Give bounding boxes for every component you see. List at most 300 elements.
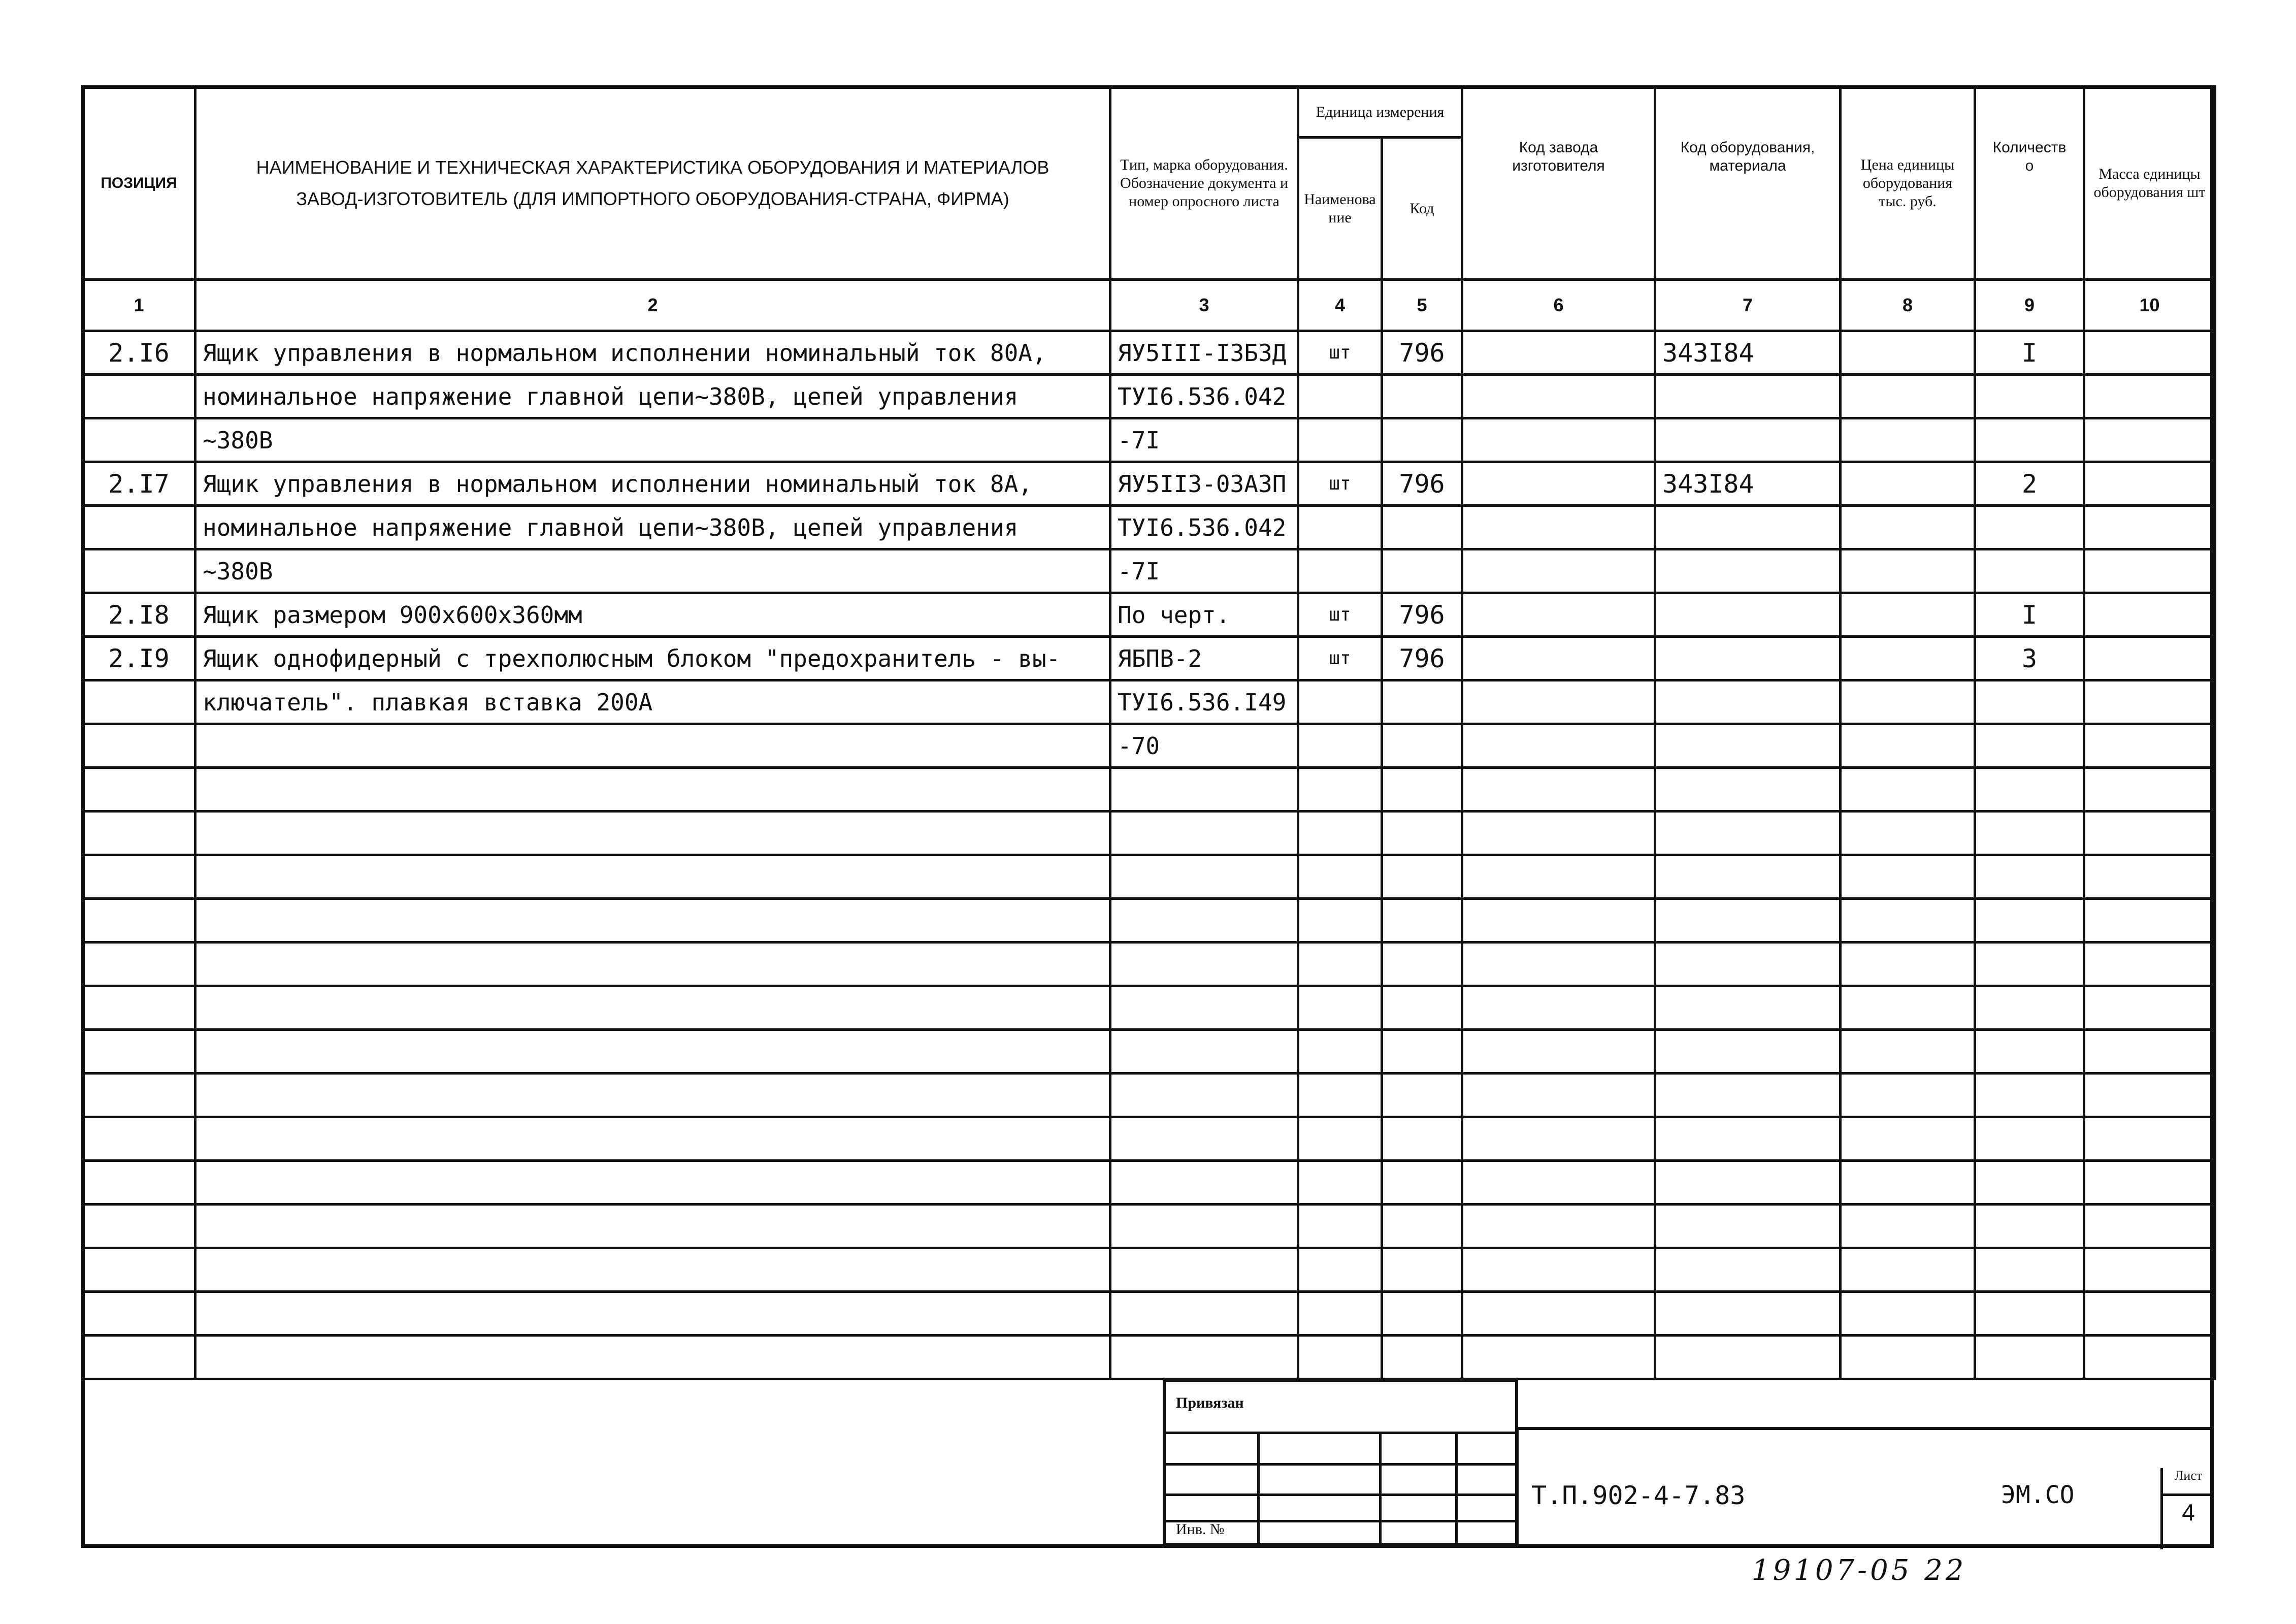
type-cell: -7I bbox=[1110, 549, 1298, 593]
empty-cell bbox=[1298, 768, 1382, 811]
unit-code-cell: 796 bbox=[1382, 637, 1462, 680]
plant-code-cell bbox=[1462, 462, 1655, 506]
empty-cell bbox=[83, 1205, 195, 1248]
empty-cell bbox=[1975, 1117, 2084, 1161]
unit-name-cell bbox=[1298, 549, 1382, 593]
unit-code-cell bbox=[1382, 724, 1462, 768]
empty-cell bbox=[2084, 1248, 2215, 1292]
header-unit-price: Цена единицы оборудования тыс. руб. bbox=[1841, 87, 1975, 280]
empty-cell bbox=[83, 1117, 195, 1161]
empty-cell bbox=[1841, 943, 1975, 986]
table-row bbox=[83, 637, 2215, 680]
handwritten-note: 19107-05 22 bbox=[1752, 1554, 1967, 1587]
equipment-code-cell: 343I84 bbox=[1655, 331, 1841, 375]
empty-cell bbox=[1655, 1248, 1841, 1292]
price-cell bbox=[1841, 680, 1975, 724]
equipment-code-cell bbox=[1655, 637, 1841, 680]
empty-cell bbox=[1975, 1074, 2084, 1117]
price-cell bbox=[1841, 637, 1975, 680]
table-row bbox=[83, 549, 2215, 593]
price-cell bbox=[1841, 506, 1975, 549]
name-cell: Ящик управления в нормальном исполнении номинальный ток 8А, bbox=[195, 462, 1110, 506]
price-cell bbox=[1841, 549, 1975, 593]
mass-cell bbox=[2084, 724, 2215, 768]
unit-name-cell: шт bbox=[1298, 462, 1382, 506]
empty-cell bbox=[1382, 811, 1462, 855]
plant-code-cell bbox=[1462, 724, 1655, 768]
empty-cell bbox=[1841, 1292, 1975, 1336]
name-cell: номинальное напряжение главной цепи~380В, цепей управления bbox=[195, 375, 1110, 418]
empty-cell bbox=[1975, 1161, 2084, 1205]
empty-cell bbox=[1382, 1248, 1462, 1292]
price-cell bbox=[1841, 418, 1975, 462]
empty-cell bbox=[2084, 855, 2215, 899]
empty-cell bbox=[1462, 1074, 1655, 1117]
empty-cell bbox=[195, 1117, 1110, 1161]
empty-table-row bbox=[83, 1336, 2215, 1379]
type-cell: ЯУ5III-I3БЗД bbox=[1110, 331, 1298, 375]
empty-cell bbox=[2084, 1336, 2215, 1379]
position-cell bbox=[83, 680, 195, 724]
empty-cell bbox=[83, 855, 195, 899]
type-cell: ЯУ5II3-03А3П bbox=[1110, 462, 1298, 506]
header-unit-name: Наименование bbox=[1298, 138, 1382, 280]
name-cell: ~380В bbox=[195, 549, 1110, 593]
empty-cell bbox=[83, 899, 195, 943]
empty-cell bbox=[83, 811, 195, 855]
empty-cell bbox=[83, 1292, 195, 1336]
empty-cell bbox=[83, 943, 195, 986]
empty-cell bbox=[1841, 768, 1975, 811]
empty-cell bbox=[1975, 1030, 2084, 1074]
unit-code-cell bbox=[1382, 680, 1462, 724]
equipment-code-cell bbox=[1655, 418, 1841, 462]
empty-table-row bbox=[83, 1205, 2215, 1248]
unit-name-cell bbox=[1298, 506, 1382, 549]
position-cell: 2.I7 bbox=[83, 462, 195, 506]
empty-cell bbox=[1841, 1074, 1975, 1117]
quantity-cell bbox=[1975, 680, 2084, 724]
sheet-number: 4 bbox=[2182, 1499, 2195, 1525]
empty-cell bbox=[1298, 855, 1382, 899]
column-number: 8 bbox=[1841, 280, 1975, 331]
name-cell: ~380В bbox=[195, 418, 1110, 462]
empty-table-row bbox=[83, 1248, 2215, 1292]
unit-code-cell: 796 bbox=[1382, 331, 1462, 375]
empty-cell bbox=[83, 1030, 195, 1074]
header-equipment-code: Код оборудования, материала bbox=[1655, 87, 1841, 280]
empty-cell bbox=[1298, 943, 1382, 986]
empty-cell bbox=[1462, 943, 1655, 986]
header-quantity: Количество bbox=[1975, 87, 2084, 280]
column-number: 3 bbox=[1110, 280, 1298, 331]
empty-cell bbox=[1382, 943, 1462, 986]
empty-cell bbox=[1841, 1161, 1975, 1205]
title-block bbox=[1516, 1427, 2214, 1546]
empty-cell bbox=[1110, 1161, 1298, 1205]
empty-cell bbox=[1382, 986, 1462, 1030]
empty-cell bbox=[1655, 943, 1841, 986]
empty-cell bbox=[1655, 1117, 1841, 1161]
header-name bbox=[195, 87, 1110, 280]
equipment-code-cell bbox=[1655, 506, 1841, 549]
empty-cell bbox=[1462, 986, 1655, 1030]
equipment-code-cell: 343I84 bbox=[1655, 462, 1841, 506]
type-cell: -70 bbox=[1110, 724, 1298, 768]
mass-cell bbox=[2084, 506, 2215, 549]
empty-cell bbox=[1110, 855, 1298, 899]
column-number: 5 bbox=[1382, 280, 1462, 331]
column-number: 1 bbox=[83, 280, 195, 331]
plant-code-cell bbox=[1462, 375, 1655, 418]
empty-cell bbox=[1462, 1161, 1655, 1205]
name-cell: Ящик управления в нормальном исполнении номинальный ток 80А, bbox=[195, 331, 1110, 375]
empty-cell bbox=[1462, 855, 1655, 899]
empty-cell bbox=[1841, 1248, 1975, 1292]
empty-cell bbox=[1298, 1248, 1382, 1292]
empty-cell bbox=[1110, 1030, 1298, 1074]
mass-cell bbox=[2084, 680, 2215, 724]
empty-cell bbox=[1382, 768, 1462, 811]
empty-cell bbox=[1382, 1336, 1462, 1379]
name-cell: ключатель". плавкая вставка 200А bbox=[195, 680, 1110, 724]
header-name-line1: НАИМЕНОВАНИЕ И ТЕХНИЧЕСКАЯ ХАРАКТЕРИСТИКА ОБОРУДОВАНИЯ И МАТЕРИАЛОВ bbox=[256, 156, 1049, 178]
empty-cell bbox=[1110, 1074, 1298, 1117]
position-cell bbox=[83, 724, 195, 768]
stamp-bound-block bbox=[1163, 1379, 1518, 1546]
price-cell bbox=[1841, 375, 1975, 418]
empty-cell bbox=[1298, 811, 1382, 855]
table-row bbox=[83, 418, 2215, 462]
empty-cell bbox=[195, 943, 1110, 986]
empty-cell bbox=[1462, 1030, 1655, 1074]
equipment-code-cell bbox=[1655, 593, 1841, 637]
empty-cell bbox=[1841, 899, 1975, 943]
empty-cell bbox=[1462, 768, 1655, 811]
table-row bbox=[83, 331, 2215, 375]
type-cell: ТУI6.536.042 bbox=[1110, 375, 1298, 418]
position-cell bbox=[83, 549, 195, 593]
position-cell: 2.I8 bbox=[83, 593, 195, 637]
empty-cell bbox=[1841, 811, 1975, 855]
empty-cell bbox=[1462, 1336, 1655, 1379]
empty-cell bbox=[2084, 1205, 2215, 1248]
plant-code-cell bbox=[1462, 506, 1655, 549]
empty-cell bbox=[1841, 1205, 1975, 1248]
stamp-bound-label: Привязан bbox=[1176, 1394, 1244, 1411]
quantity-cell bbox=[1975, 375, 2084, 418]
position-cell bbox=[83, 418, 195, 462]
empty-cell bbox=[1110, 899, 1298, 943]
empty-cell bbox=[1462, 899, 1655, 943]
empty-cell bbox=[1382, 1292, 1462, 1336]
empty-table-row bbox=[83, 899, 2215, 943]
mass-cell bbox=[2084, 549, 2215, 593]
empty-table-row bbox=[83, 855, 2215, 899]
price-cell bbox=[1841, 462, 1975, 506]
empty-table-row bbox=[83, 768, 2215, 811]
plant-code-cell bbox=[1462, 637, 1655, 680]
column-number: 10 bbox=[2084, 280, 2215, 331]
empty-cell bbox=[1298, 1074, 1382, 1117]
empty-cell bbox=[83, 986, 195, 1030]
quantity-cell bbox=[1975, 724, 2084, 768]
empty-cell bbox=[195, 768, 1110, 811]
empty-cell bbox=[1110, 1336, 1298, 1379]
quantity-cell: 2 bbox=[1975, 462, 2084, 506]
table-row bbox=[83, 593, 2215, 637]
empty-cell bbox=[1841, 855, 1975, 899]
unit-code-cell: 796 bbox=[1382, 462, 1462, 506]
specification-table bbox=[81, 85, 2216, 1380]
empty-table-row bbox=[83, 986, 2215, 1030]
empty-cell bbox=[195, 1161, 1110, 1205]
price-cell bbox=[1841, 331, 1975, 375]
empty-cell bbox=[83, 1336, 195, 1379]
empty-cell bbox=[1975, 1205, 2084, 1248]
empty-cell bbox=[83, 1248, 195, 1292]
empty-cell bbox=[1110, 811, 1298, 855]
empty-table-row bbox=[83, 1030, 2215, 1074]
price-cell bbox=[1841, 724, 1975, 768]
empty-cell bbox=[1298, 1336, 1382, 1379]
empty-cell bbox=[1298, 1117, 1382, 1161]
empty-cell bbox=[83, 1161, 195, 1205]
mass-cell bbox=[2084, 375, 2215, 418]
empty-cell bbox=[1841, 1336, 1975, 1379]
plant-code-cell bbox=[1462, 331, 1655, 375]
empty-cell bbox=[1110, 1117, 1298, 1161]
empty-cell bbox=[1382, 1205, 1462, 1248]
empty-cell bbox=[1382, 1161, 1462, 1205]
empty-cell bbox=[1655, 1336, 1841, 1379]
sheet-mark: ЭМ.СО bbox=[2001, 1481, 2075, 1509]
empty-cell bbox=[1841, 986, 1975, 1030]
sheet-number-box bbox=[2160, 1468, 2214, 1549]
column-number-row bbox=[83, 280, 2215, 331]
empty-cell bbox=[1975, 1292, 2084, 1336]
empty-cell bbox=[1655, 986, 1841, 1030]
unit-name-cell: шт bbox=[1298, 637, 1382, 680]
empty-cell bbox=[1462, 811, 1655, 855]
empty-cell bbox=[1975, 811, 2084, 855]
header-unit-group: Единица измерения bbox=[1298, 87, 1462, 138]
unit-code-cell: 796 bbox=[1382, 593, 1462, 637]
unit-name-cell: шт bbox=[1298, 331, 1382, 375]
data-rows bbox=[83, 331, 2215, 1379]
column-number: 4 bbox=[1298, 280, 1382, 331]
table-row bbox=[83, 680, 2215, 724]
type-cell: По черт. bbox=[1110, 593, 1298, 637]
table-row bbox=[83, 506, 2215, 549]
unit-name-cell bbox=[1298, 418, 1382, 462]
position-cell bbox=[83, 506, 195, 549]
unit-name-cell bbox=[1298, 680, 1382, 724]
header-type: Тип, марка оборудования. Обозначение документа и номер опросного листа bbox=[1110, 87, 1298, 280]
quantity-cell: I bbox=[1975, 331, 2084, 375]
unit-code-cell bbox=[1382, 549, 1462, 593]
empty-cell bbox=[2084, 899, 2215, 943]
position-cell: 2.I9 bbox=[83, 637, 195, 680]
empty-cell bbox=[1462, 1205, 1655, 1248]
empty-cell bbox=[2084, 768, 2215, 811]
stamp-inventory-label: Инв. № bbox=[1176, 1521, 1225, 1538]
mass-cell bbox=[2084, 593, 2215, 637]
empty-cell bbox=[1382, 855, 1462, 899]
empty-cell bbox=[1655, 855, 1841, 899]
name-cell bbox=[195, 724, 1110, 768]
empty-cell bbox=[1975, 899, 2084, 943]
plant-code-cell bbox=[1462, 418, 1655, 462]
unit-name-cell bbox=[1298, 724, 1382, 768]
name-cell: Ящик однофидерный с трехполюсным блоком "предохранитель - вы- bbox=[195, 637, 1110, 680]
empty-cell bbox=[1655, 1205, 1841, 1248]
empty-cell bbox=[2084, 1117, 2215, 1161]
unit-code-cell bbox=[1382, 375, 1462, 418]
empty-cell bbox=[1382, 1074, 1462, 1117]
empty-cell bbox=[195, 986, 1110, 1030]
document-code: Т.П.902-4-7.83 bbox=[1531, 1481, 1746, 1510]
empty-cell bbox=[1110, 1248, 1298, 1292]
name-cell: Ящик размером 900х600х360мм bbox=[195, 593, 1110, 637]
empty-cell bbox=[195, 855, 1110, 899]
column-number: 7 bbox=[1655, 280, 1841, 331]
name-cell: номинальное напряжение главной цепи~380В, цепей управления bbox=[195, 506, 1110, 549]
empty-table-row bbox=[83, 1074, 2215, 1117]
empty-cell bbox=[1975, 943, 2084, 986]
mass-cell bbox=[2084, 418, 2215, 462]
empty-table-row bbox=[83, 1292, 2215, 1336]
price-cell bbox=[1841, 593, 1975, 637]
empty-cell bbox=[2084, 1074, 2215, 1117]
equipment-code-cell bbox=[1655, 375, 1841, 418]
empty-cell bbox=[195, 1248, 1110, 1292]
empty-cell bbox=[1382, 1117, 1462, 1161]
column-number: 2 bbox=[195, 280, 1110, 331]
empty-table-row bbox=[83, 811, 2215, 855]
empty-cell bbox=[2084, 1292, 2215, 1336]
empty-table-row bbox=[83, 943, 2215, 986]
equipment-code-cell bbox=[1655, 680, 1841, 724]
empty-cell bbox=[195, 1030, 1110, 1074]
column-number: 9 bbox=[1975, 280, 2084, 331]
empty-cell bbox=[1655, 899, 1841, 943]
quantity-cell bbox=[1975, 549, 2084, 593]
header-name-line2: ЗАВОД-ИЗГОТОВИТЕЛЬ (ДЛЯ ИМПОРТНОГО ОБОРУДОВАНИЯ-СТРАНА, ФИРМА) bbox=[296, 188, 1009, 209]
empty-cell bbox=[1462, 1292, 1655, 1336]
position-cell: 2.I6 bbox=[83, 331, 195, 375]
quantity-cell bbox=[1975, 506, 2084, 549]
equipment-code-cell bbox=[1655, 549, 1841, 593]
empty-table-row bbox=[83, 1117, 2215, 1161]
empty-cell bbox=[1975, 768, 2084, 811]
header-unit-code: Код bbox=[1382, 138, 1462, 280]
unit-code-cell bbox=[1382, 418, 1462, 462]
empty-cell bbox=[195, 1336, 1110, 1379]
empty-cell bbox=[2084, 1030, 2215, 1074]
empty-cell bbox=[1841, 1030, 1975, 1074]
quantity-cell: 3 bbox=[1975, 637, 2084, 680]
empty-cell bbox=[2084, 811, 2215, 855]
empty-cell bbox=[1975, 986, 2084, 1030]
sheet-label: Лист bbox=[2163, 1468, 2214, 1496]
empty-cell bbox=[1298, 1205, 1382, 1248]
empty-cell bbox=[1298, 899, 1382, 943]
mass-cell bbox=[2084, 637, 2215, 680]
equipment-code-cell bbox=[1655, 724, 1841, 768]
empty-cell bbox=[1298, 1292, 1382, 1336]
empty-cell bbox=[1462, 1117, 1655, 1161]
column-number: 6 bbox=[1462, 280, 1655, 331]
empty-cell bbox=[1655, 1292, 1841, 1336]
empty-cell bbox=[1975, 1248, 2084, 1292]
plant-code-cell bbox=[1462, 549, 1655, 593]
quantity-cell: I bbox=[1975, 593, 2084, 637]
empty-cell bbox=[195, 811, 1110, 855]
empty-cell bbox=[1655, 768, 1841, 811]
empty-cell bbox=[1110, 768, 1298, 811]
empty-cell bbox=[1110, 1292, 1298, 1336]
table-row bbox=[83, 724, 2215, 768]
table-row bbox=[83, 462, 2215, 506]
empty-cell bbox=[1655, 811, 1841, 855]
empty-cell bbox=[83, 768, 195, 811]
empty-cell bbox=[1382, 899, 1462, 943]
empty-cell bbox=[1110, 943, 1298, 986]
empty-cell bbox=[2084, 986, 2215, 1030]
empty-cell bbox=[1298, 1030, 1382, 1074]
quantity-cell bbox=[1975, 418, 2084, 462]
unit-code-cell bbox=[1382, 506, 1462, 549]
empty-cell bbox=[195, 1292, 1110, 1336]
plant-code-cell bbox=[1462, 680, 1655, 724]
empty-cell bbox=[1975, 1336, 2084, 1379]
empty-cell bbox=[1655, 1161, 1841, 1205]
empty-cell bbox=[1655, 1074, 1841, 1117]
empty-cell bbox=[195, 1205, 1110, 1248]
empty-cell bbox=[195, 1074, 1110, 1117]
header-unit-mass: Масса единицы оборудования шт bbox=[2084, 87, 2215, 280]
empty-cell bbox=[1975, 855, 2084, 899]
type-cell: ЯБПВ-2 bbox=[1110, 637, 1298, 680]
empty-cell bbox=[1655, 1030, 1841, 1074]
header-position: ПОЗИЦИЯ bbox=[83, 87, 195, 280]
empty-cell bbox=[1841, 1117, 1975, 1161]
table-row bbox=[83, 375, 2215, 418]
type-cell: -7I bbox=[1110, 418, 1298, 462]
unit-name-cell: шт bbox=[1298, 593, 1382, 637]
type-cell: ТУI6.536.I49 bbox=[1110, 680, 1298, 724]
plant-code-cell bbox=[1462, 593, 1655, 637]
empty-cell bbox=[1110, 1205, 1298, 1248]
empty-cell bbox=[1110, 986, 1298, 1030]
header-plant-code: Код завода изготовителя bbox=[1462, 87, 1655, 280]
type-cell: ТУI6.536.042 bbox=[1110, 506, 1298, 549]
empty-cell bbox=[1298, 1161, 1382, 1205]
empty-cell bbox=[1382, 1030, 1462, 1074]
empty-cell bbox=[1462, 1248, 1655, 1292]
empty-cell bbox=[83, 1074, 195, 1117]
empty-cell bbox=[2084, 1161, 2215, 1205]
unit-name-cell bbox=[1298, 375, 1382, 418]
empty-cell bbox=[2084, 943, 2215, 986]
mass-cell bbox=[2084, 331, 2215, 375]
empty-cell bbox=[1298, 986, 1382, 1030]
empty-cell bbox=[195, 899, 1110, 943]
position-cell bbox=[83, 375, 195, 418]
mass-cell bbox=[2084, 462, 2215, 506]
empty-table-row bbox=[83, 1161, 2215, 1205]
